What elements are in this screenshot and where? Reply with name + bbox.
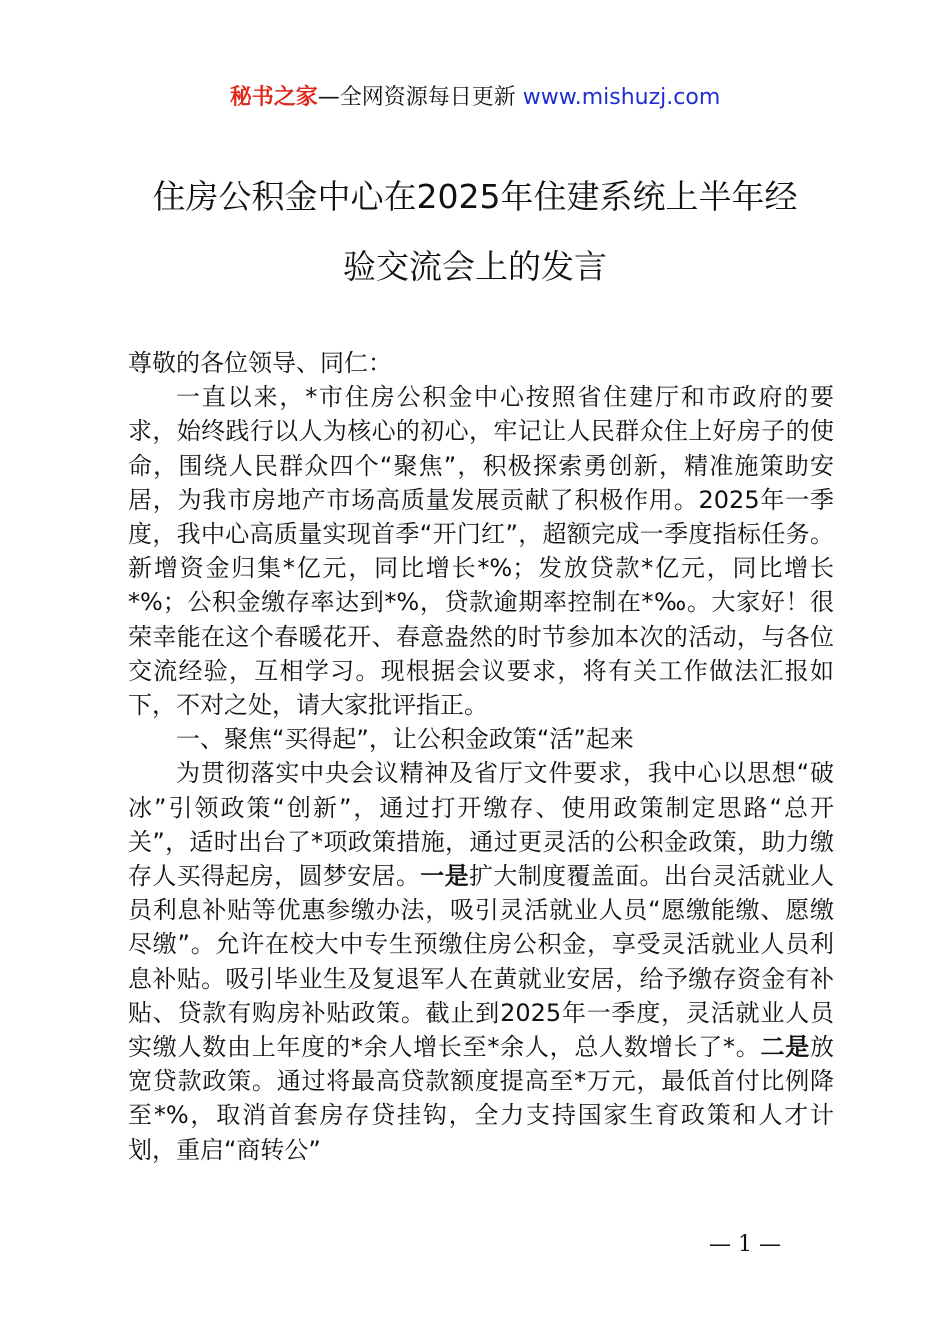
header-tagline: —全网资源每日更新 [317,85,516,110]
page-number: — 1 — [709,1232,781,1257]
title-line-1: 住房公积金中心在2025年住建系统上半年经 [152,177,798,216]
salutation: 尊敬的各位领导、同仁： [128,349,392,377]
paragraph-text: 为贯彻落实中央会议精神及省厅文件要求，我中心以思想“破冰”引领政策“创新”，通过打开缴存、使用政策制定思路“总开关”，适时出台了*项政策措施，通过更灵活的公积金政策，助力缴存人买得起房，圆梦安居。 [128,759,834,891]
brand-name: 秘书之家 [229,85,318,110]
site-header [0,80,950,111]
document-body [128,346,834,1167]
header-url[interactable]: www.mishuzj.com [522,85,721,110]
document-title [100,162,850,302]
title-line-2: 验交流会上的发言 [343,247,607,286]
point-marker-1: 一是 [420,862,470,891]
paragraph-intro: 一直以来，*市住房公积金中心按照省住建厅和市政府的要求，始终践行以人为核心的初心，牢记让人民群众住上好房子的使命，围绕人民群众四个“聚焦”，积极探索勇创新，精准施策助安居，为我市房地产市场高质量发展贡献了积极作用。2025年一季度，我中心高质量实现首季“开门红”，超额完成一季度指标任务。新增资金归集*亿元，同比增长*%；发放贷款*亿元，同比增长*%；公积金缴存率达到*%，贷款逾期率控制在*‰。大家好！很荣幸能在这个春暖花开、春意盎然的时节参加本次的活动，与各位交流经验，互相学习。现根据会议要求，将有关工作做法汇报如下，不对之处，请大家批评指正。 [128,383,834,720]
section-heading-1: 一、聚焦“买得起”，让公积金政策“活”起来 [176,725,634,754]
paragraph-text: 放宽贷款政策。通过将最高贷款额度提高至*万元，最低首付比例降至*%，取消首套房存贷挂钩，全力支持国家生育政策和人才计划，重启“商转公” [128,1033,835,1164]
paragraph-text: 扩大制度覆盖面。出台灵活就业人员利息补贴等优惠参缴办法，吸引灵活就业人员“愿缴能缴、愿缴尽缴”。允许在校大中专生预缴住房公积金，享受灵活就业人员利息补贴。吸引毕业生及复退军人在黄就业安居，给予缴存资金有补贴、贷款有购房补贴政策。截止到2025年一季度，灵活就业人员实缴人数由上年度的*余人增长至*余人，总人数增长了*。 [128,862,835,1062]
paragraph-section-1 [128,756,834,1166]
point-marker-2: 二是 [760,1033,811,1062]
